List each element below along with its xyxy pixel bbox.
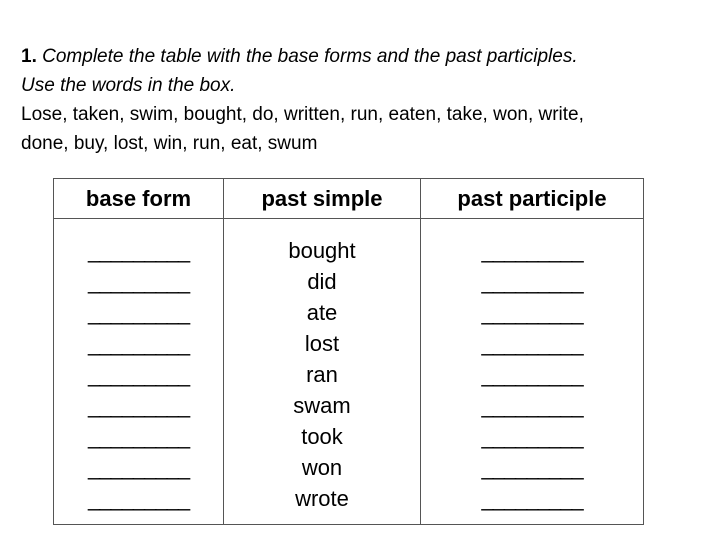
- past-simple-word-3: ate: [306, 300, 338, 325]
- past-simple-word-4: lost: [304, 331, 340, 356]
- table-header-row: [54, 179, 644, 219]
- base-form-blank-4[interactable]: _________: [87, 331, 190, 356]
- instruction-line-2: Use the words in the box.: [21, 75, 236, 96]
- past-simple-word-6: swam: [293, 393, 351, 418]
- header-past-simple: past simple: [224, 179, 421, 219]
- past-participle-blank-9[interactable]: _________: [481, 486, 583, 511]
- base-form-blank-7[interactable]: _________: [87, 424, 190, 449]
- past-participle-blank-1[interactable]: _________: [481, 238, 583, 263]
- base-form-blank-9[interactable]: _________: [87, 486, 190, 511]
- header-base-form: base form: [54, 179, 224, 219]
- past-participle-blank-7[interactable]: _________: [481, 424, 583, 449]
- past-participle-blank-5[interactable]: _________: [481, 362, 583, 387]
- past-participle-blank-3[interactable]: _________: [481, 300, 583, 325]
- base-form-blank-6[interactable]: _________: [87, 393, 190, 418]
- past-simple-word-5: ran: [306, 362, 338, 387]
- base-form-blank-1[interactable]: _________: [87, 238, 190, 263]
- past-simple-column: [224, 219, 421, 525]
- past-simple-word-7: took: [301, 424, 343, 449]
- past-participle-blank-4[interactable]: _________: [481, 331, 583, 356]
- word-box-line-2: done, buy, lost, win, run, eat, swum: [21, 133, 318, 154]
- exercise-number: 1.: [21, 46, 37, 67]
- header-past-participle: past participle: [421, 179, 644, 219]
- table-body-row: [54, 219, 644, 525]
- past-simple-word-9: wrote: [295, 486, 349, 511]
- past-participle-column: [421, 219, 644, 525]
- past-simple-word-8: won: [301, 455, 343, 480]
- past-participle-blank-6[interactable]: _________: [481, 393, 583, 418]
- past-participle-blank-2[interactable]: _________: [481, 269, 583, 294]
- base-form-blank-3[interactable]: _________: [87, 300, 190, 325]
- past-participle-blank-8[interactable]: _________: [481, 455, 583, 480]
- base-form-blank-8[interactable]: _________: [87, 455, 190, 480]
- past-simple-word-1: bought: [288, 238, 356, 263]
- exercise-instructions: [21, 42, 701, 158]
- word-box-line-1: Lose, taken, swim, bought, do, written, run, eaten, take, won, write,: [21, 104, 584, 125]
- base-form-blank-5[interactable]: _________: [87, 362, 190, 387]
- verb-forms-table: [53, 178, 644, 525]
- base-form-blank-2[interactable]: _________: [87, 269, 190, 294]
- instruction-line-1: Complete the table with the base forms and the past participles.: [42, 46, 578, 67]
- base-form-column: [54, 219, 224, 525]
- past-simple-word-2: did: [307, 269, 337, 294]
